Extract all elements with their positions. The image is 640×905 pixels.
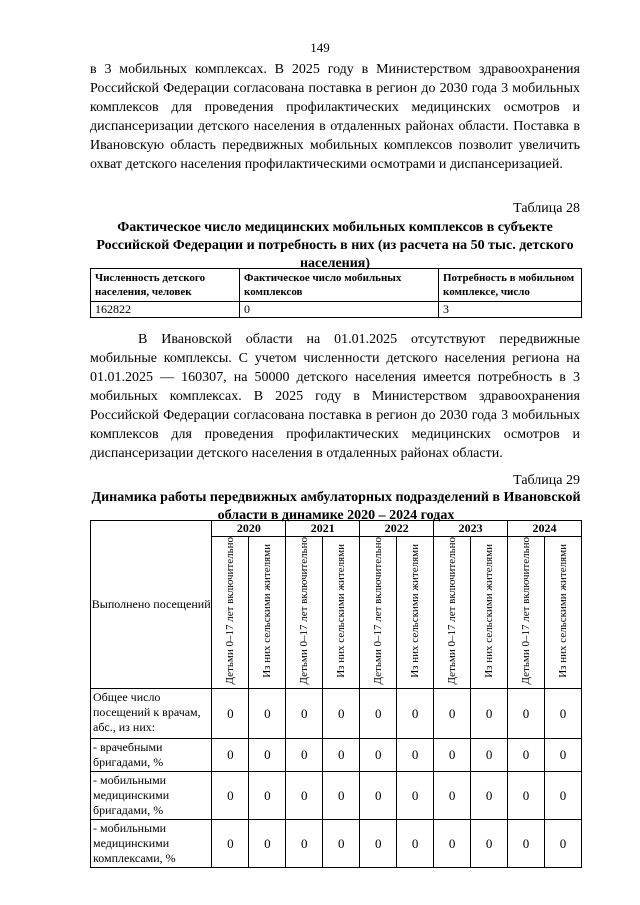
subheader-children-text: Детьми 0–17 лет включительно: [224, 537, 237, 685]
table-row: [91, 302, 582, 318]
table-row: [91, 772, 582, 820]
subheader-children: [360, 537, 397, 689]
table-29-row-header: Выполнено посещений: [91, 521, 212, 689]
table-28-cell-need: 3: [439, 302, 582, 318]
table-29-label: Таблица 29: [513, 473, 580, 488]
cell-value: 0: [471, 739, 508, 772]
subheader-rural: [545, 537, 582, 689]
subheader-rural-text: Из них сельскими жителями: [409, 543, 422, 678]
cell-value: 0: [323, 772, 360, 820]
table-28-cell-actual: 0: [240, 302, 439, 318]
year-header: 2021: [286, 521, 360, 537]
cell-value: 0: [471, 772, 508, 820]
cell-value: 0: [397, 820, 434, 868]
subheader-children-text: Детьми 0–17 лет включительно: [520, 537, 533, 685]
year-header: 2022: [360, 521, 434, 537]
cell-value: 0: [249, 689, 286, 739]
table-28-header-need: Потребность в мобильном комплексе, число: [439, 269, 582, 302]
cell-value: 0: [249, 772, 286, 820]
cell-value: 0: [323, 689, 360, 739]
cell-value: 0: [286, 739, 323, 772]
subheader-children-text: Детьми 0–17 лет включительно: [298, 537, 311, 685]
cell-value: 0: [360, 739, 397, 772]
table-row: [91, 739, 582, 772]
cell-value: 0: [471, 689, 508, 739]
row-label: - мобильными медицинскими комплексами, %: [91, 820, 212, 868]
cell-value: 0: [323, 739, 360, 772]
cell-value: 0: [360, 689, 397, 739]
cell-value: 0: [508, 689, 545, 739]
subheader-rural-text: Из них сельскими жителями: [261, 543, 274, 678]
cell-value: 0: [397, 689, 434, 739]
year-header: 2024: [508, 521, 582, 537]
table-28-header-population: Численность детского населения, человек: [91, 269, 240, 302]
table-28-header-row: [91, 269, 582, 302]
table-28: [90, 268, 582, 318]
table-row: [91, 820, 582, 868]
subheader-rural-text: Из них сельскими жителями: [557, 543, 569, 678]
paragraph-ivanovo: В Ивановской области на 01.01.2025 отсутствуют передвижные мобильные комплексы. С учетом численности детского населения региона на 01.01.2025 — 160307, на 50000 детского населения имеется потребность в 3 мобильных комплексах. В 2025 году в Министерством здравоохранения Российской Федерации согласована поставка в регион до 2030 года 3 мобильных комплексов для проведения профилактических медицинских осмотров и диспансеризации детского населения в отдаленных районах области.: [90, 332, 580, 461]
cell-value: 0: [545, 772, 582, 820]
table-28-header-actual: Фактическое число мобильных комплексов: [240, 269, 439, 302]
page-number: 149: [310, 40, 330, 55]
cell-value: 0: [212, 772, 249, 820]
cell-value: 0: [360, 820, 397, 868]
cell-value: 0: [249, 820, 286, 868]
subheader-rural: [323, 537, 360, 689]
year-header: 2020: [212, 521, 286, 537]
cell-value: 0: [434, 689, 471, 739]
subheader-rural-text: Из них сельскими жителями: [483, 543, 496, 678]
cell-value: 0: [434, 739, 471, 772]
table-29-title: Динамика работы передвижных амбулаторных подразделений в Ивановской области в динамике 2020 – 2024 годах: [91, 490, 581, 523]
subheader-children: [434, 537, 471, 689]
subheader-rural: [249, 537, 286, 689]
table-29: [90, 520, 582, 868]
year-header: 2023: [434, 521, 508, 537]
cell-value: 0: [212, 739, 249, 772]
cell-value: 0: [286, 772, 323, 820]
subheader-rural: [471, 537, 508, 689]
table-28-title: Фактическое число медицинских мобильных комплексов в субъекте Российской Федерации и потребность в них (из расчета на 50 тыс. детского населения): [96, 220, 574, 271]
subheader-children-text: Детьми 0–17 лет включительно: [446, 537, 459, 685]
row-label: - врачебными бригадами, %: [91, 739, 212, 772]
cell-value: 0: [249, 739, 286, 772]
cell-value: 0: [286, 689, 323, 739]
table-29-year-row: [91, 521, 582, 537]
cell-value: 0: [508, 820, 545, 868]
subheader-children: [508, 537, 545, 689]
row-label: - мобильными медицинскими бригадами, %: [91, 772, 212, 820]
cell-value: 0: [545, 689, 582, 739]
cell-value: 0: [212, 689, 249, 739]
cell-value: 0: [397, 739, 434, 772]
subheader-rural-text: Из них сельскими жителями: [335, 543, 348, 678]
row-label: Общее число посещений к врачам, абс., из них:: [91, 689, 212, 739]
cell-value: 0: [286, 820, 323, 868]
table-28-cell-population: 162822: [91, 302, 240, 318]
cell-value: 0: [545, 820, 582, 868]
subheader-rural: [397, 537, 434, 689]
table-row: [91, 689, 582, 739]
cell-value: 0: [471, 820, 508, 868]
cell-value: 0: [397, 772, 434, 820]
cell-value: 0: [434, 772, 471, 820]
cell-value: 0: [323, 820, 360, 868]
cell-value: 0: [434, 820, 471, 868]
subheader-children: [212, 537, 249, 689]
subheader-children-text: Детьми 0–17 лет включительно: [372, 537, 385, 685]
cell-value: 0: [508, 772, 545, 820]
cell-value: 0: [212, 820, 249, 868]
subheader-children: [286, 537, 323, 689]
table-28-label: Таблица 28: [513, 201, 580, 216]
paragraph-intro: в 3 мобильных комплексах. В 2025 году в Министерством здравоохранения Российской Федерации согласована поставка в регион до 2030 года 3 мобильных комплексов для проведения профилактических медицинских осмотров и диспансеризации детского населения в отдаленных районах области. Поставка в Ивановскую область передвижных мобильных комплексов позволит увеличить охват детского населения профилактическими осмотрами и диспансеризацией.: [90, 62, 580, 172]
cell-value: 0: [545, 739, 582, 772]
cell-value: 0: [508, 739, 545, 772]
cell-value: 0: [360, 772, 397, 820]
